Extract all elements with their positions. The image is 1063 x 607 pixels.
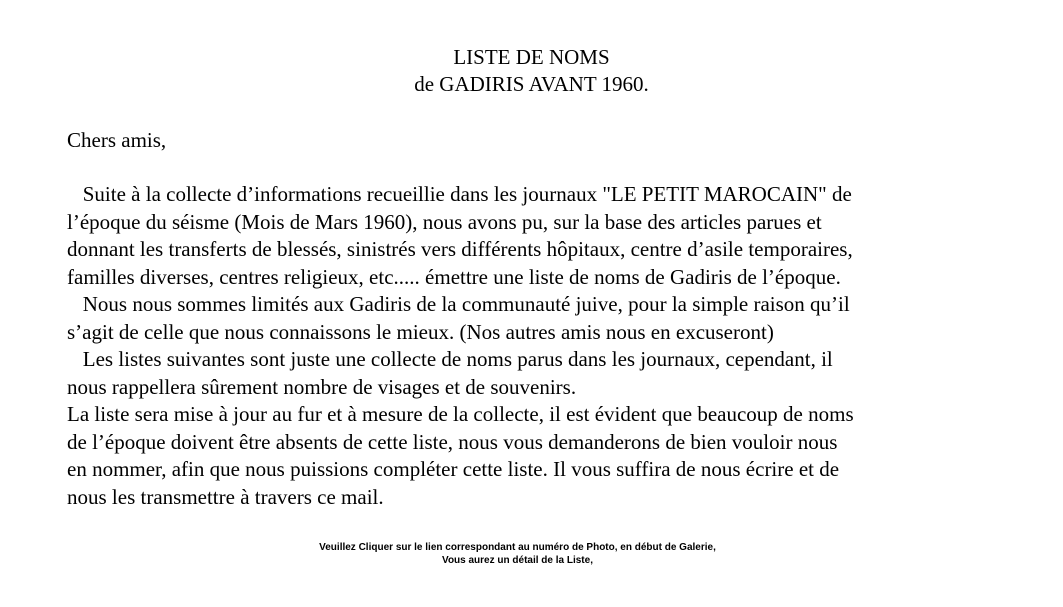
body-line: Suite à la collecte d’informations recueillie dans les journaux "LE PETIT MAROCAIN" de (67, 182, 852, 206)
title-line: LISTE DE NOMS (453, 45, 610, 69)
body-line: Les listes suivantes sont juste une collecte de noms parus dans les journaux, cependant, il (67, 347, 833, 371)
body-line: de l’époque doivent être absents de cette liste, nous vous demanderons de bien vouloir nous (67, 429, 838, 454)
body-line: donnant les transferts de blessés, sinistrés vers différents hôpitaux, centre d’asile temporaires, (67, 237, 853, 261)
body-line: familles diverses, centres religieux, etc..... émettre une liste de noms de Gadiris de l’époque. (67, 264, 841, 289)
body-line: l’époque du séisme (Mois de Mars 1960), nous avons pu, sur la base des articles parues et (67, 209, 822, 234)
body-line: Nous nous sommes limités aux Gadiris de la communauté juive, pour la simple raison qu’il (67, 292, 850, 316)
greeting: Chers amis, (67, 128, 167, 152)
footer-note (0, 541, 1035, 567)
body-line: nous rappellera sûrement nombre de visages et de souvenirs. (67, 374, 577, 399)
body-line: s’agit de celle que nous connaissons le mieux. (Nos autres amis nous en excuseront) (67, 319, 774, 344)
body-line: La liste sera mise à jour au fur et à mesure de la collecte, il est évident que beaucoup de noms (67, 402, 854, 426)
body-line: nous les transmettre à travers ce mail. (67, 484, 384, 509)
body-line: en nommer, afin que nous puissions compléter cette liste. Il vous suffira de nous écrire et de (67, 457, 840, 481)
footer-line: Veuillez Cliquer sur le lien correspondant au numéro de Photo, en début de Galerie, (319, 542, 716, 553)
title-line: de GADIRIS AVANT 1960. (414, 72, 649, 96)
footer-line: Vous aurez un détail de la Liste, (442, 555, 593, 566)
body-text (67, 181, 1027, 511)
document-title (0, 44, 1063, 98)
